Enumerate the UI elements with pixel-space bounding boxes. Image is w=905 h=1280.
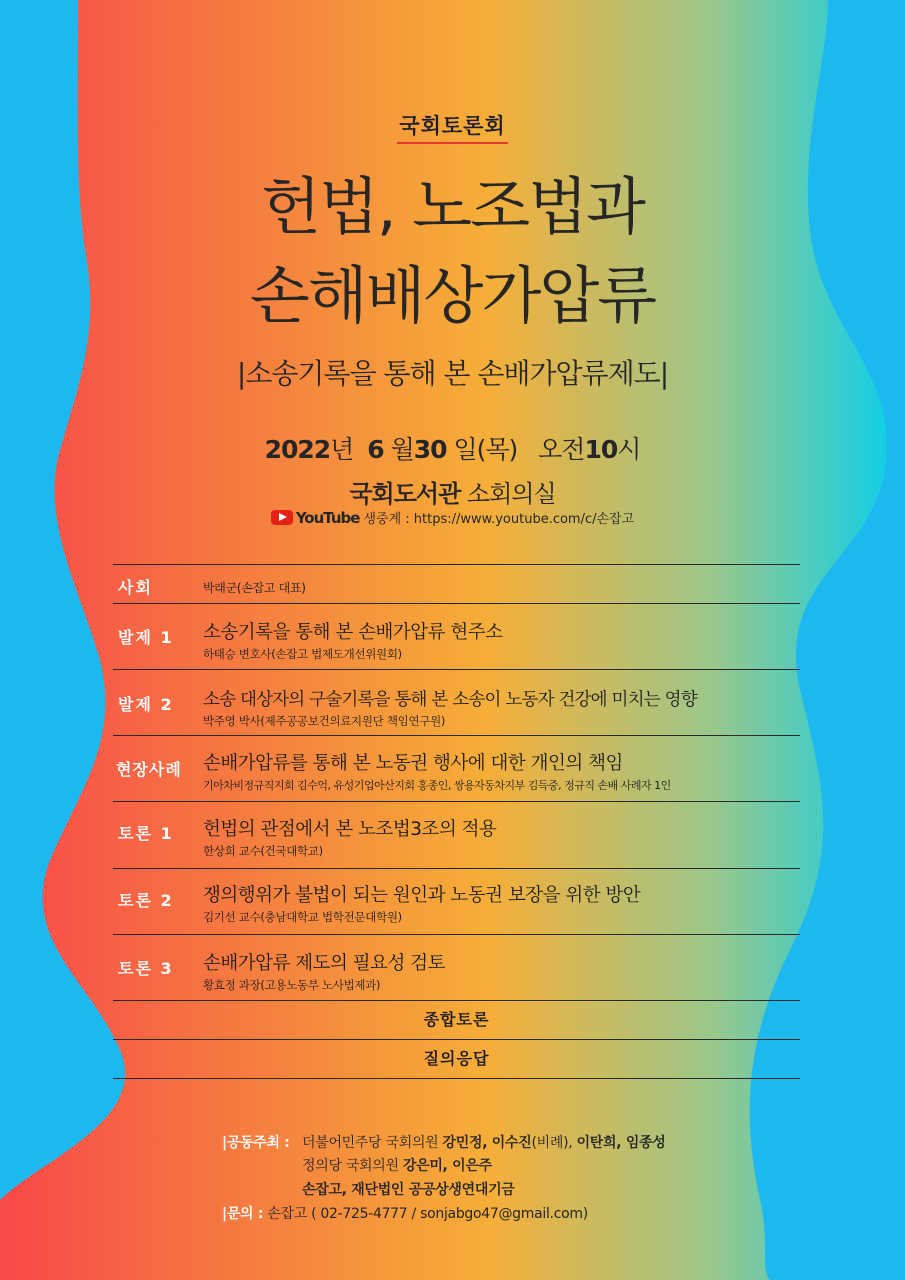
program-table <box>113 564 800 1079</box>
session-title: 소송기록을 통해 본 손배가압류 현주소 <box>203 622 503 643</box>
general-discussion: 종합토론 <box>113 1001 800 1040</box>
cohost-note: (비례), <box>531 1135 573 1151</box>
program-row <box>113 935 800 1001</box>
session-speaker: 박래군(손잡고 대표) <box>203 581 306 595</box>
session-label: 토론 3 <box>118 959 174 978</box>
session-label: 토론 1 <box>118 824 174 843</box>
session-speaker: 기아차비정규직지회 김수억, 유성기업아산지회 홍종인, 쌍용자동차지부 김득중, 정규직 손배 사례자 1인 <box>203 779 671 792</box>
month: 6 <box>367 435 384 464</box>
youtube-wordmark: YouTube <box>295 508 360 527</box>
youtube-logo <box>271 509 360 527</box>
year-unit: 년 <box>330 435 354 464</box>
cohost-label-text: |공동주최 : <box>222 1135 290 1151</box>
session-label: 토론 2 <box>118 891 174 910</box>
cohost-members-1: 강민정, 이수진 <box>442 1135 532 1151</box>
session-label: 사회 <box>118 578 153 597</box>
program-row <box>113 604 800 670</box>
event-datetime <box>0 430 905 466</box>
cohost-members-2: 이탄희, 임종성 <box>576 1135 666 1151</box>
session-title: 쟁의행위가 불법이 되는 원인과 노동권 보장을 위한 방안 <box>203 885 641 906</box>
qa-session: 질의응답 <box>113 1040 800 1079</box>
cohost-line-2 <box>302 1155 492 1175</box>
event-venue <box>0 474 905 509</box>
hour: 10 <box>584 435 618 464</box>
session-label: 발제 2 <box>118 695 174 714</box>
event-kicker: 국회토론회 <box>399 114 506 138</box>
cohost-label <box>222 1132 290 1152</box>
program-row <box>113 869 800 935</box>
kicker-underline <box>397 142 508 144</box>
cohost-members-3: 강은미, 이은주 <box>402 1158 492 1174</box>
program-row <box>113 802 800 869</box>
title-line-1: 헌법, 노조법과 <box>261 170 644 243</box>
session-label: 현장사례 <box>116 760 182 779</box>
session-speaker: 황효정 과장(고용노동부 노사법제과) <box>203 978 381 992</box>
venue-room: 소회의실 <box>466 480 556 508</box>
session-label: 발제 1 <box>118 628 174 647</box>
ampm: 오전 <box>538 435 585 464</box>
title-line-2: 손해배상가압류 <box>249 259 656 332</box>
program-row <box>113 670 800 736</box>
day: 30 <box>413 435 447 464</box>
stream-link[interactable]: 생중계 : https://www.youtube.com/c/손잡고 <box>363 512 635 527</box>
session-speaker: 하태승 변호사(손잡고 법제도개선위원회) <box>203 647 402 661</box>
youtube-play-icon <box>271 510 293 525</box>
session-speaker: 김기선 교수(충남대학교 법학전문대학원) <box>203 910 402 924</box>
month-unit: 월 <box>390 435 414 464</box>
program-row <box>113 736 800 802</box>
contact-label: |문의 : <box>222 1206 264 1222</box>
hour-unit: 시 <box>617 435 641 464</box>
session-speaker: 한상희 교수(건국대학교) <box>203 844 323 858</box>
subtitle: |소송기록을 통해 본 손배가압류제도| <box>236 357 669 390</box>
contact-text[interactable]: 손잡고 ( 02-725-4777 / sonjabgo47@gmail.com) <box>267 1206 588 1222</box>
cohost-party-2: 정의당 국회의원 <box>302 1158 399 1174</box>
livestream-info <box>0 508 905 527</box>
session-title: 소송 대상자의 구술기록을 통해 본 소송이 노동자 건강에 미치는 영향 <box>203 690 697 710</box>
cohost-party-1: 더불어민주당 국회의원 <box>302 1135 439 1151</box>
year: 2022 <box>264 435 331 464</box>
session-speaker: 박주영 박사(제주공공보건의료지원단 책임연구원) <box>203 714 446 728</box>
contact-line <box>222 1203 588 1223</box>
session-title: 손배가압류 제도의 필요성 검토 <box>203 953 445 974</box>
program-row <box>113 565 800 604</box>
session-title: 헌법의 관점에서 본 노조법3조의 적용 <box>203 819 497 840</box>
day-unit: 일(목) <box>453 435 518 464</box>
cohost-orgs: 손잡고, 재단법인 공공상생연대기금 <box>302 1182 515 1198</box>
venue-name: 국회도서관 <box>349 480 461 508</box>
cohost-line-1 <box>302 1132 666 1152</box>
session-title: 손배가압류를 통해 본 노동권 행사에 대한 개인의 책임 <box>203 753 623 774</box>
cohost-line-3 <box>302 1179 515 1199</box>
